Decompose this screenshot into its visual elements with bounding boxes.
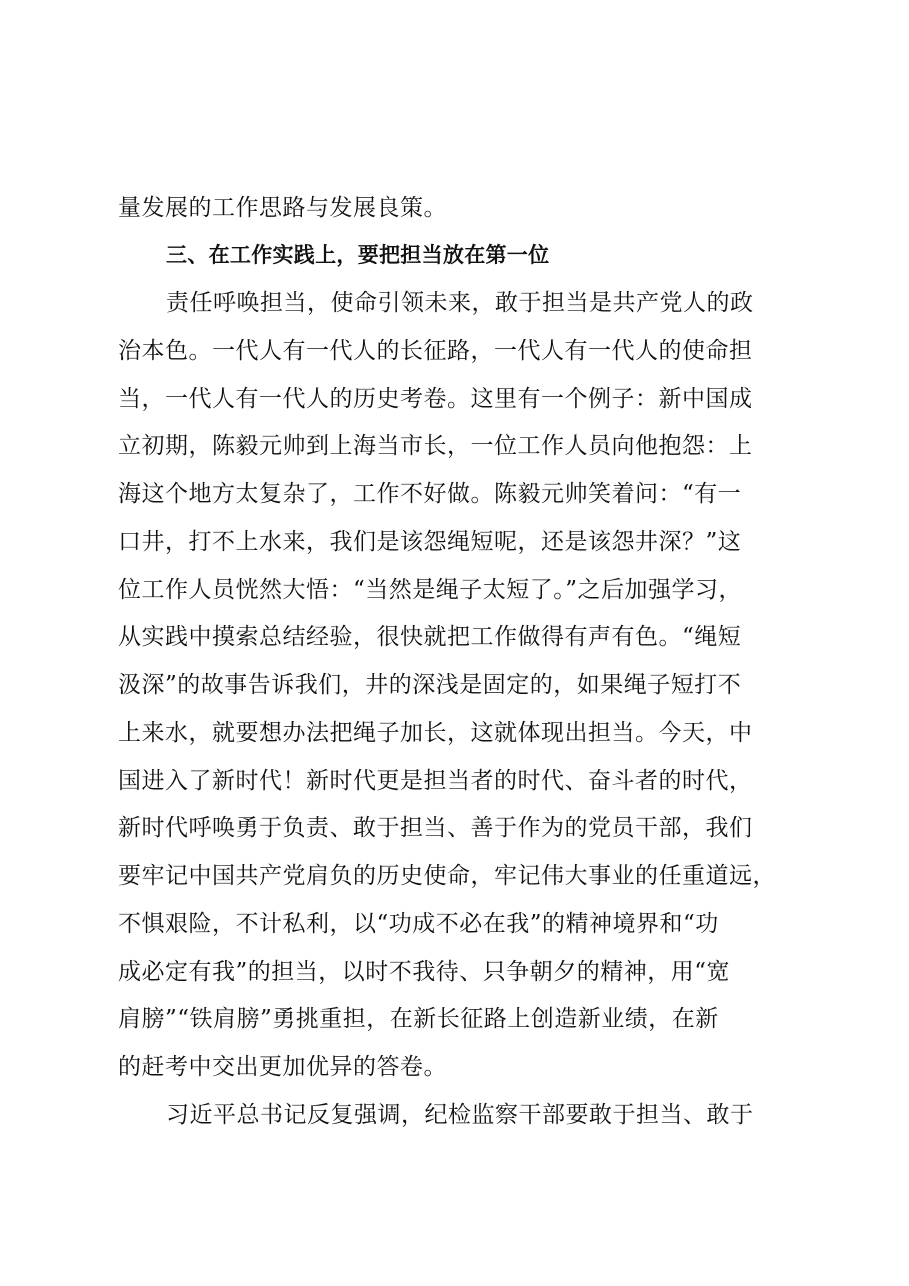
paragraph-line: 汲深”的故事告诉我们，井的深浅是固定的，如果绳子短打不 bbox=[118, 672, 742, 698]
paragraph-line: 成必定有我”的担当，以时不我待、只争朝夕的精神，用“宽 bbox=[118, 959, 731, 985]
paragraph-2-first-line: 习近平总书记反复强调，纪检监察干部要敢于担当、敢于 bbox=[166, 1102, 754, 1128]
paragraph-line: 的赶考中交出更加优异的答卷。 bbox=[118, 1054, 447, 1080]
paragraph-line: 新时代呼唤勇于负责、敢于担当、善于作为的党员干部，我们 bbox=[118, 815, 753, 841]
paragraph-line: 国进入了新时代！新时代更是担当者的时代、奋斗者的时代， bbox=[118, 768, 753, 794]
paragraph-line: 上来水，就要想办法把绳子加长，这就体现出担当。今天，中 bbox=[118, 720, 753, 746]
paragraph-line: 从实践中摸索总结经验，很快就把工作做得有声有色。“绳短 bbox=[118, 624, 742, 650]
paragraph-line: 位工作人员恍然大悟：“当然是绳子太短了。”之后加强学习， bbox=[118, 577, 743, 603]
paragraph-line: 治本色。一代人有一代人的长征路，一代人有一代人的使命担 bbox=[118, 338, 753, 364]
paragraph-line: 海这个地方太复杂了，工作不好做。陈毅元帅笑着问：“有一 bbox=[118, 481, 742, 507]
paragraph-line: 当，一代人有一代人的历史考卷。这里有一个例子：新中国成 bbox=[118, 386, 753, 412]
paragraph-line: 肩膀”“铁肩膀”勇挑重担，在新长征路上创造新业绩，在新 bbox=[118, 1006, 719, 1032]
paragraph-line: 立初期，陈毅元帅到上海当市长，一位工作人员向他抱怨：上 bbox=[118, 433, 753, 459]
continuation-line: 量发展的工作思路与发展良策。 bbox=[118, 195, 447, 221]
paragraph-line: 要牢记中国共产党肩负的历史使命，牢记伟大事业的任重道远， bbox=[118, 863, 776, 889]
paragraph-line: 口井，打不上水来，我们是该怨绳短呢，还是该怨井深？”这 bbox=[118, 529, 742, 555]
section-heading: 三、在工作实践上，要把担当放在第一位 bbox=[166, 243, 550, 267]
paragraph-line: 责任呼唤担当，使命引领未来，敢于担当是共产党人的政 bbox=[166, 290, 754, 316]
paragraph-line: 不惧艰险，不计私利，以“功成不必在我”的精神境界和“功 bbox=[118, 911, 719, 937]
